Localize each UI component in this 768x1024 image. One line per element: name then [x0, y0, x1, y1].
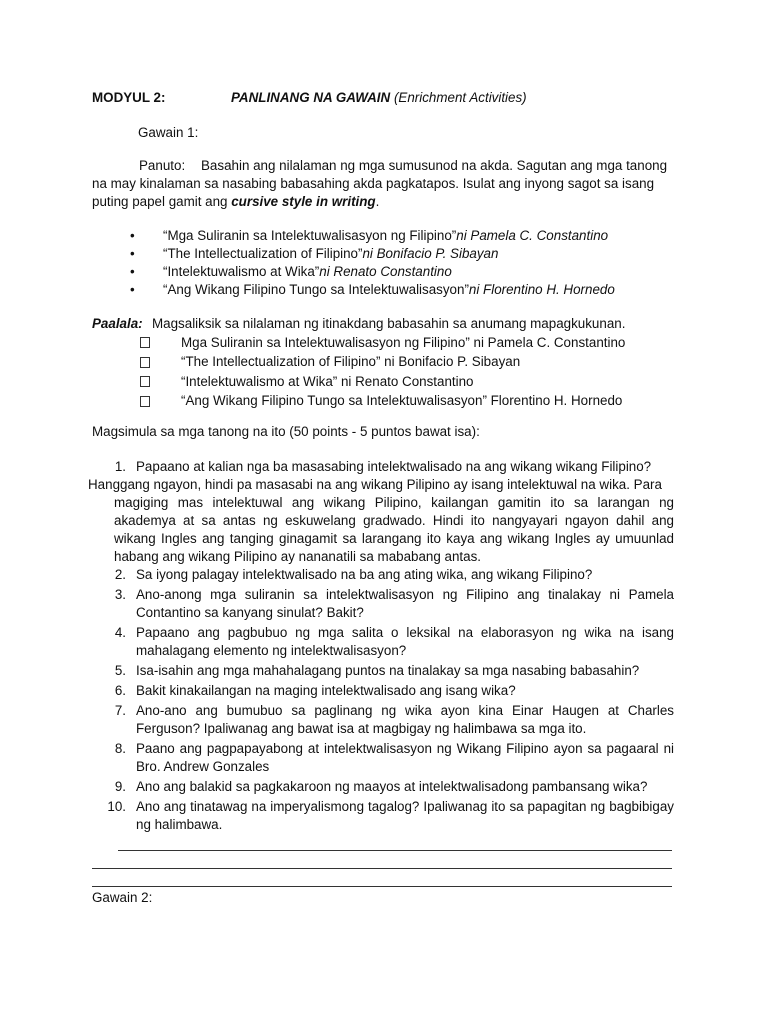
list-item — [140, 333, 700, 353]
reference-text: Mga Suliranin sa Intelektuwalisasyon ng Filipino” ni Pamela C. Constantino — [181, 334, 626, 350]
reading-title: “The Intellectualization of Filipino” — [163, 246, 363, 261]
answer-line — [92, 886, 672, 887]
list-item — [92, 662, 674, 680]
question-number: 8. — [114, 741, 126, 756]
reading-author: ni Bonifacio P. Sibayan — [362, 246, 499, 261]
reference-text: “Ang Wikang Filipino Tungo sa Intelektuwalisasyon” Florentino H. Hornedo — [181, 393, 623, 409]
module-header — [92, 89, 527, 107]
list-item — [130, 245, 690, 263]
question-number: 2. — [114, 567, 126, 582]
list-item — [140, 372, 700, 392]
question-text: Bakit kinakailangan na maging intelektwalisado ang isang wika? — [136, 683, 516, 698]
module-title: PANLINANG NA GAWAIN — [231, 90, 391, 105]
answer-1 — [88, 476, 674, 566]
reading-title: “Intelektuwalismo at Wika” — [163, 264, 320, 279]
instructions-label: Panuto: — [139, 158, 186, 173]
reminder-label: Paalala: — [92, 316, 143, 331]
question-text: Papaano at kalian nga ba masasabing intelektwalisado na ang wikang wikang Filipino? — [136, 459, 652, 474]
list-item — [92, 586, 674, 622]
question-number: 7. — [114, 703, 126, 718]
activity-1-heading: Gawain 1: — [138, 125, 199, 140]
reference-text: “Intelektuwalismo at Wika” ni Renato Constantino — [181, 373, 474, 389]
answer-line — [118, 850, 672, 851]
checkbox-icon — [140, 396, 150, 407]
module-title-suffix: (Enrichment Activities) — [393, 90, 527, 105]
answer-body: magiging mas intelektuwal ang wikang Pilipino, kailangan gamitin ito sa larangan ng akademya at sa antas ng eskuwelang gradwado. Hindi ito nangyayari ngayon dahil ang wikang Ingles ang tanging ginagamit sa larangang ito kaya ang wikang Ingles ay umuunlad habang ang wikang Pilipino ay nananatili sa mababang antas. — [114, 495, 674, 564]
bullet-icon: • — [130, 246, 135, 261]
reference-text: “The Intellectualization of Filipino” ni Bonifacio P. Sibayan — [181, 354, 521, 370]
question-number: 6. — [114, 683, 126, 698]
reading-list — [130, 227, 690, 299]
question-text: Sa iyong palagay intelektwalisado na ba ang ating wika, ang wikang Filipino? — [136, 567, 593, 582]
list-item — [92, 798, 674, 834]
checkbox-icon — [140, 357, 150, 368]
question-number: 4. — [114, 625, 126, 640]
question-text: Ano-anong mga suliranin sa intelektwalisasyon ng Filipino ang tinalakay ni Pamela Contantino sa kanyang sinulat? Bakit? — [136, 587, 674, 620]
list-item — [140, 392, 700, 412]
question-number: 10. — [107, 799, 126, 814]
question-text: Ano ang tinatawag na imperyalismong tagalog? Ipaliwanag ito sa papagitan ng bagbibigay ng halimbawa. — [136, 799, 674, 832]
question-text: Isa-isahin ang mga mahahalagang puntos na tinalakay sa mga nasabing babasahin? — [136, 663, 640, 678]
list-item — [130, 263, 690, 281]
question-text: Papaano ang pagbubuo ng mga salita o leksikal na elaborasyon ng wika na isang mahalagang elemento ng intelektwalisasyon? — [136, 625, 674, 658]
instructions-line-2: na may kinalaman sa nasabing babasahing akda pagkatapos. Isulat ang inyong sagot sa isang — [92, 176, 655, 191]
bullet-icon: • — [130, 282, 135, 297]
instructions-line-1: Basahin ang nilalaman ng mga sumusunod na akda. Sagutan ang mga tanong — [201, 158, 668, 173]
question-text: Ano-ano ang bumubuo sa paglinang ng wika ayon kina Einar Haugen at Charles Ferguson? Ipaliwanag ang bawat isa at magbigay ng halimbawa sa mga ito. — [136, 703, 674, 736]
list-item — [92, 566, 674, 584]
bullet-icon: • — [130, 264, 135, 279]
answer-line — [92, 868, 672, 869]
question-text: Paano ang pagpapayabong at intelektwalisasyon ng Wikang Filipino ayon sa pagaaral ni Bro. Andrew Gonzales — [136, 741, 674, 774]
bullet-icon: • — [130, 228, 135, 243]
reminder-text: Magsaliksik sa nilalaman ng itinakdang babasahin sa anumang mapagkukunan. — [152, 316, 626, 331]
list-item — [92, 778, 674, 796]
instructions — [92, 157, 674, 211]
reference-list — [140, 333, 700, 411]
checkbox-icon — [140, 337, 150, 348]
reading-title: “Mga Suliranin sa Intelektuwalisasyon ng Filipino” — [163, 228, 457, 243]
question-number: 3. — [114, 587, 126, 602]
instructions-emphasis: cursive style in writing — [231, 194, 376, 209]
list-item — [92, 702, 674, 738]
module-number: MODYUL 2: — [92, 90, 166, 105]
question-number: 1. — [114, 459, 126, 474]
list-item — [92, 682, 674, 700]
question-1 — [92, 458, 674, 476]
activity-2-heading: Gawain 2: — [92, 890, 153, 905]
list-item — [92, 740, 674, 776]
question-number: 9. — [114, 779, 126, 794]
answer-first-line: Hanggang ngayon, hindi pa masasabi na ang wikang Pilipino ay isang intelektuwal na wika. Para — [88, 477, 662, 492]
checkbox-icon — [140, 376, 150, 387]
reading-author: ni Renato Constantino — [319, 264, 452, 279]
instructions-period: . — [375, 194, 380, 209]
list-item — [130, 227, 690, 245]
instructions-line-3: puting papel gamit ang — [92, 194, 228, 209]
list-item — [140, 353, 700, 373]
list-item — [92, 624, 674, 660]
list-item — [130, 281, 690, 299]
questions-intro: Magsimula sa mga tanong na ito (50 points - 5 puntos bawat isa): — [92, 424, 480, 439]
question-text: Ano ang balakid sa pagkakaroon ng maayos at intelektwalisadong pambansang wika? — [136, 779, 648, 794]
reminder — [92, 315, 625, 333]
question-list — [92, 566, 674, 834]
reading-author: ni Florentino H. Hornedo — [468, 282, 615, 297]
reading-author: ni Pamela C. Constantino — [456, 228, 609, 243]
question-number: 5. — [114, 663, 126, 678]
reading-title: “Ang Wikang Filipino Tungo sa Intelektuwalisasyon” — [163, 282, 469, 297]
